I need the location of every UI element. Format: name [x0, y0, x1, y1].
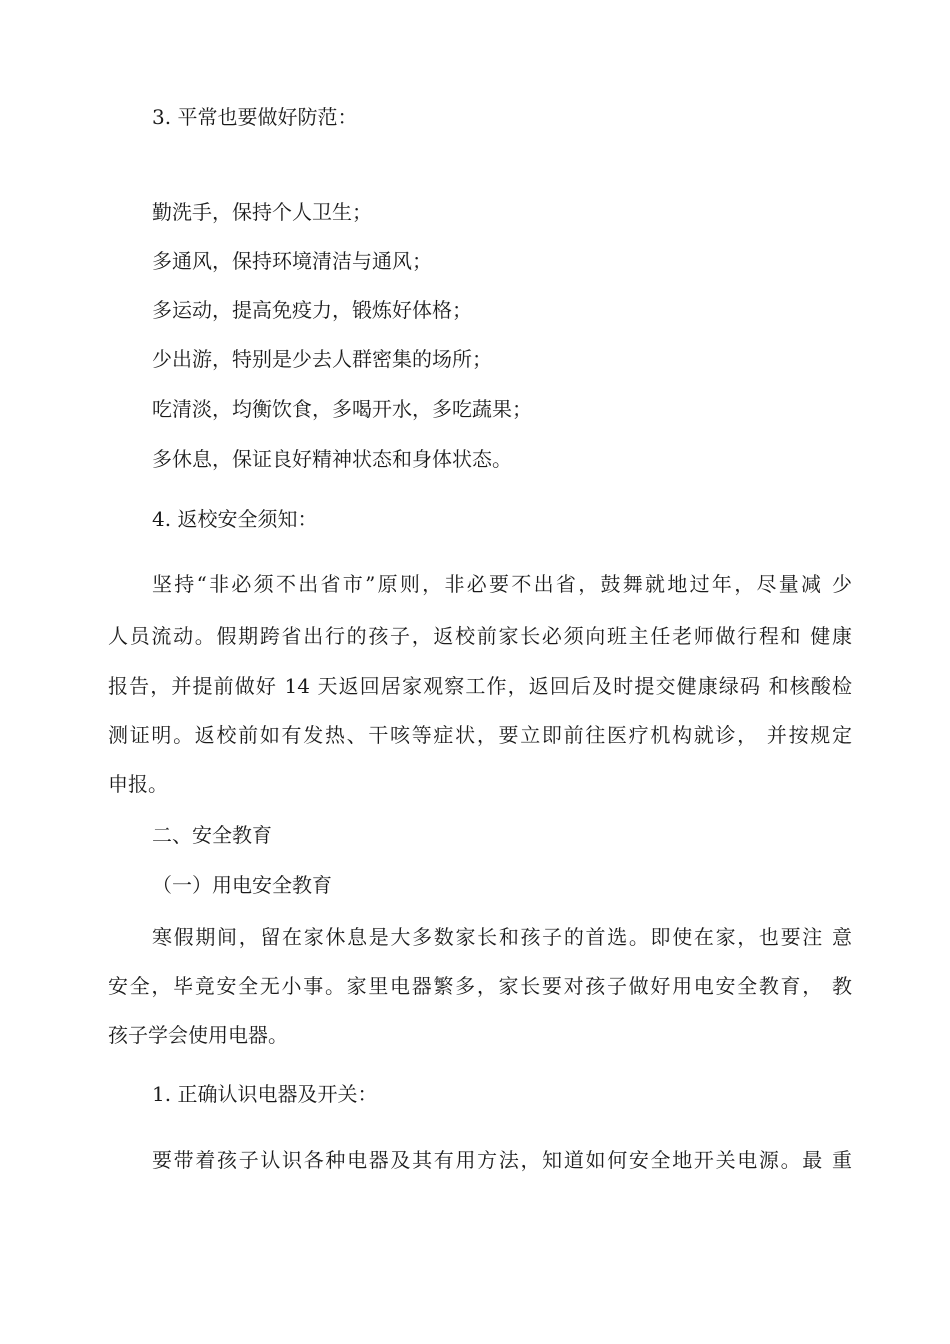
- section-4-heading: 4. 返校安全须知：: [152, 507, 318, 531]
- list-item: 多运动，提高免疫力，锻炼好体格；: [152, 298, 472, 322]
- paragraph-line: 寒假期间，留在家休息是大多数家长和孩子的首选。即使在家，也要注 意: [152, 925, 852, 949]
- subsection-heading: （一）用电安全教育: [152, 873, 332, 897]
- paragraph-line: 报告，并提前做好 14 天返回居家观察工作，返回后及时提交健康绿码 和核酸检: [108, 674, 852, 698]
- list-item: 少出游，特别是少去人群密集的场所；: [152, 347, 492, 371]
- paragraph-line: 坚持“非必须不出省市”原则，非必要不出省，鼓舞就地过年，尽量减 少: [152, 572, 852, 596]
- paragraph-line: 要带着孩子认识各种电器及其有用方法，知道如何安全地开关电源。最 重: [152, 1148, 852, 1172]
- section-3-heading: 3. 平常也要做好防范：: [152, 105, 358, 129]
- paragraph-line: 测证明。返校前如有发热、干咳等症状，要立即前往医疗机构就诊， 并按规定: [108, 723, 852, 747]
- part-2-heading: 二、安全教育: [152, 823, 272, 847]
- list-item: 多休息，保证良好精神状态和身体状态。: [152, 447, 512, 471]
- list-item: 吃清淡，均衡饮食，多喝开水，多吃蔬果；: [152, 397, 532, 421]
- paragraph-line: 人员流动。假期跨省出行的孩子，返校前家长必须向班主任老师做行程和 健康: [108, 624, 852, 648]
- list-item: 勤洗手，保持个人卫生；: [152, 200, 372, 224]
- paragraph-line: 安全，毕竟安全无小事。家里电器繁多，家长要对孩子做好用电安全教育， 教: [108, 974, 852, 998]
- paragraph-line: 申报。: [108, 772, 168, 796]
- item-1-heading: 1. 正确认识电器及开关：: [152, 1082, 378, 1106]
- list-item: 多通风，保持环境清洁与通风；: [152, 249, 432, 273]
- paragraph-line: 孩子学会使用电器。: [108, 1023, 288, 1047]
